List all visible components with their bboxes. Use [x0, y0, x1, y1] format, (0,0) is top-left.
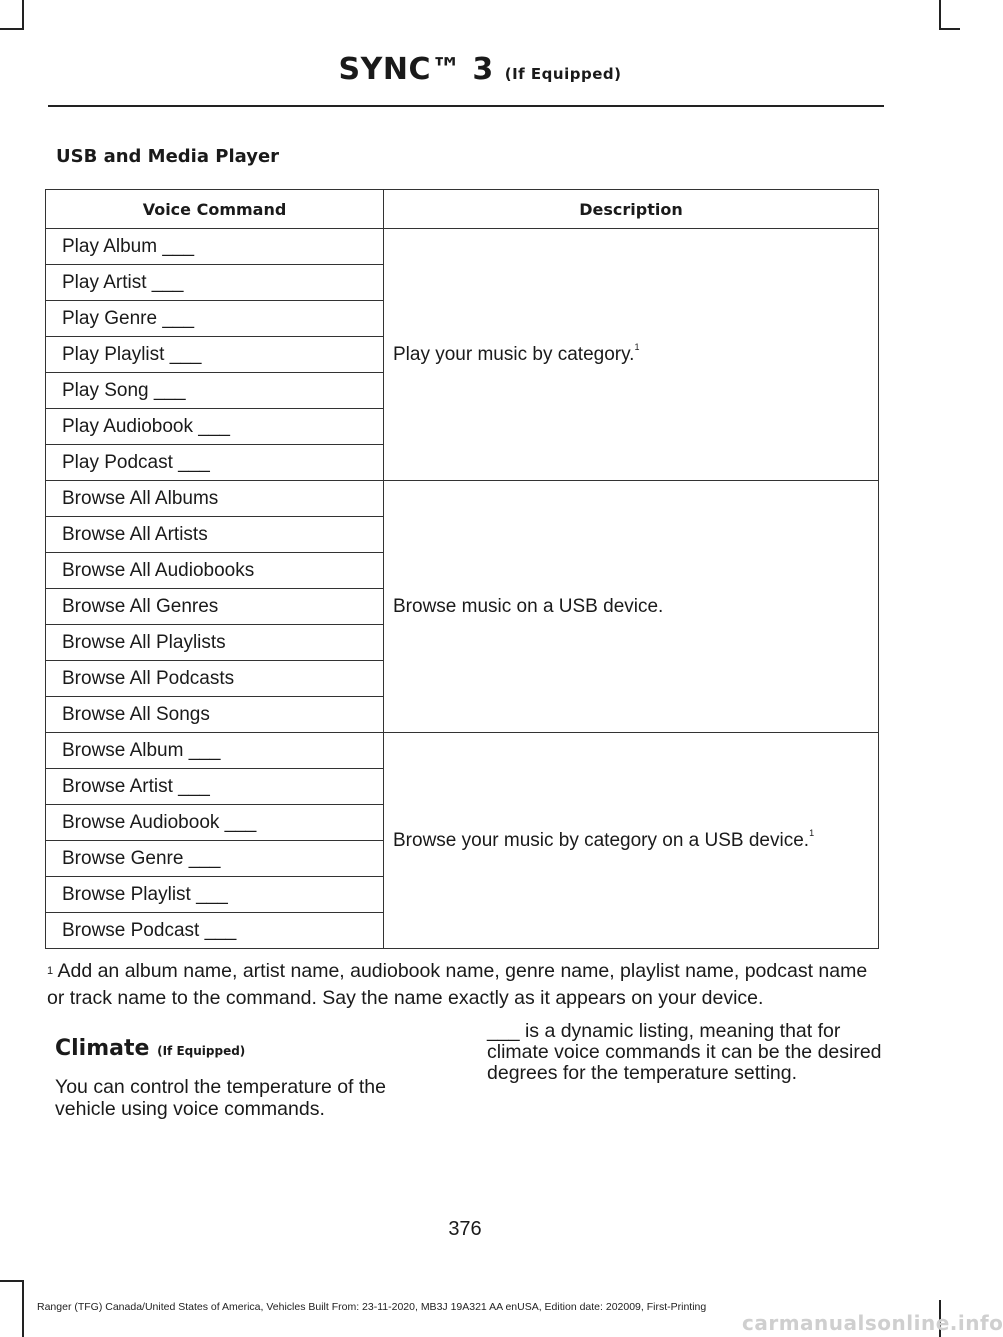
description-text: Browse music on a USB device. — [393, 595, 664, 617]
command-cell: Browse All Albums — [46, 481, 384, 517]
command-cell: Browse All Playlists — [46, 625, 384, 661]
page-header — [0, 52, 960, 87]
command-cell: Play Genre ___ — [46, 301, 384, 337]
table-row — [46, 481, 879, 517]
climate-title: Climate — [55, 1036, 150, 1061]
command-cell: Play Artist ___ — [46, 265, 384, 301]
command-cell: Browse Artist ___ — [46, 769, 384, 805]
command-cell: Play Album ___ — [46, 229, 384, 265]
climate-paragraph-right: ___ is a dynamic listing, meaning that for climate voice commands it can be the desired degrees for the temperature setting. — [487, 1020, 882, 1084]
document-footer: Ranger (TFG) Canada/United States of America, Vehicles Built From: 23-11-2020, MB3J 19A321 AA enUSA, Edition date: 202009, First-Printing — [37, 1301, 707, 1313]
footnote-marker: 1 — [47, 965, 54, 977]
crop-mark — [939, 0, 941, 30]
command-cell: Browse Genre ___ — [46, 841, 384, 877]
table-footnote — [47, 958, 887, 1012]
command-cell: Browse All Podcasts — [46, 661, 384, 697]
header-title: SYNC™ 3 — [338, 52, 494, 87]
command-cell: Browse All Artists — [46, 517, 384, 553]
command-cell: Play Song ___ — [46, 373, 384, 409]
footnote-ref: 1 — [809, 827, 815, 838]
footnote-text: Add an album name, artist name, audiobook name, genre name, playlist name, podcast name or track name to the command. Say the name exactly as it appears on your device. — [47, 960, 868, 1009]
footnote-ref: 1 — [634, 341, 640, 352]
crop-mark — [22, 0, 24, 30]
column-header-description: Description — [384, 190, 879, 229]
crop-mark — [22, 1280, 24, 1337]
crop-mark — [939, 28, 960, 30]
page-number: 376 — [448, 1218, 482, 1240]
command-cell: Play Playlist ___ — [46, 337, 384, 373]
command-cell: Browse All Audiobooks — [46, 553, 384, 589]
table-header-row — [46, 190, 879, 229]
climate-qualifier: (If Equipped) — [157, 1044, 246, 1058]
crop-mark — [0, 28, 22, 30]
command-cell: Play Audiobook ___ — [46, 409, 384, 445]
watermark: carmanualsonline.info — [742, 1311, 1003, 1335]
column-header-command: Voice Command — [46, 190, 384, 229]
command-cell: Browse Podcast ___ — [46, 913, 384, 949]
command-cell: Browse All Genres — [46, 589, 384, 625]
description-cell — [384, 481, 879, 733]
command-cell: Browse Playlist ___ — [46, 877, 384, 913]
crop-mark — [0, 1280, 22, 1282]
climate-heading — [55, 1036, 245, 1061]
description-text: Browse your music by category on a USB device. — [393, 829, 810, 851]
description-cell — [384, 733, 879, 949]
section-title: USB and Media Player — [56, 146, 280, 167]
header-divider — [48, 105, 884, 107]
command-cell: Browse Audiobook ___ — [46, 805, 384, 841]
climate-paragraph-left: You can control the temperature of the vehicle using voice commands. — [55, 1076, 386, 1120]
description-cell — [384, 229, 879, 481]
description-text: Play your music by category. — [393, 343, 635, 365]
header-qualifier: (If Equipped) — [504, 65, 622, 83]
table-row — [46, 733, 879, 769]
command-cell: Browse All Songs — [46, 697, 384, 733]
command-cell: Browse Album ___ — [46, 733, 384, 769]
table-row — [46, 229, 879, 265]
command-cell: Play Podcast ___ — [46, 445, 384, 481]
voice-command-table — [45, 189, 879, 949]
